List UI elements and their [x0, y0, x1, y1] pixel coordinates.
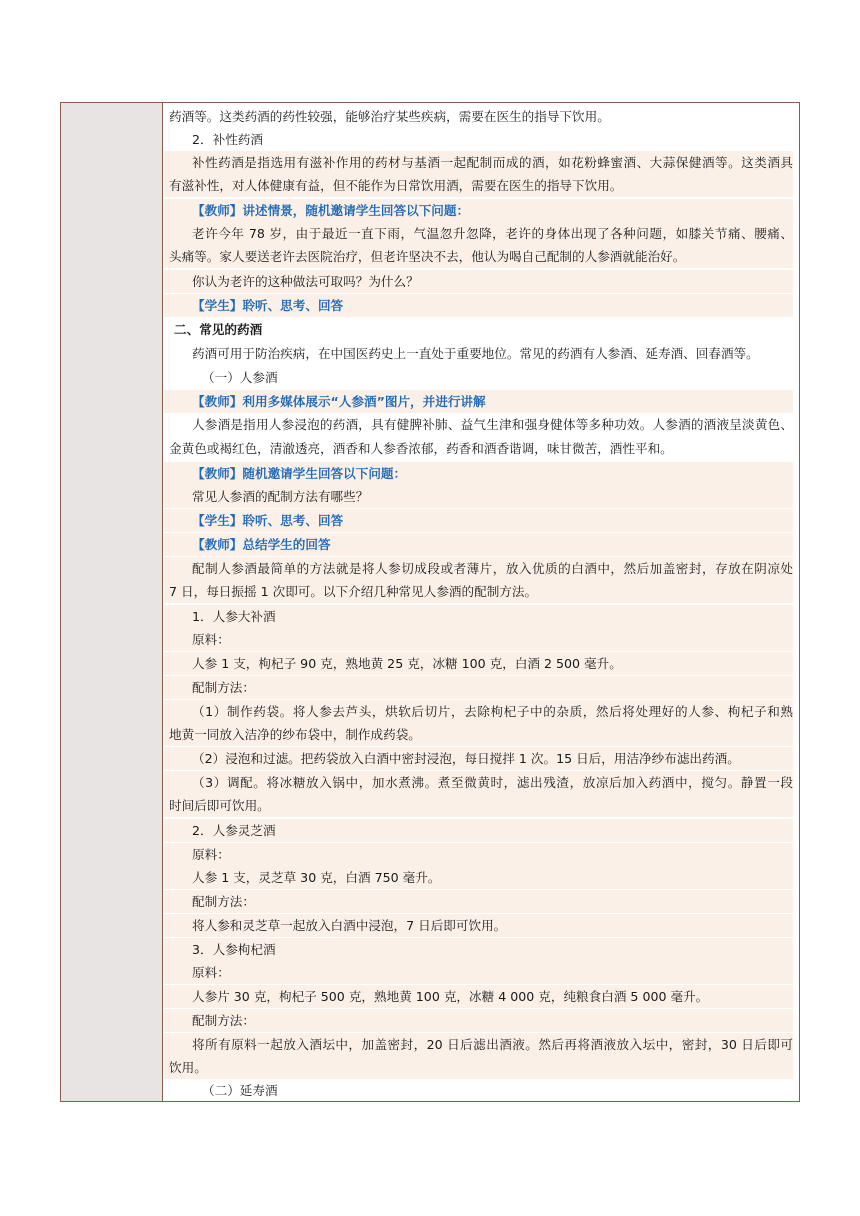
- teacher-prompt: 【教师】利用多媒体展示“人参酒”图片，并进行讲解: [164, 390, 793, 413]
- text-line: 人参 1 支，灵芝草 30 克，白酒 750 毫升。: [164, 866, 793, 889]
- text-line: 有滋补性，对人体健康有益，但不能作为日常饮用酒，需要在医生的指导下饮用。: [164, 174, 793, 197]
- text-line: 时间后即可饮用。: [164, 794, 793, 817]
- section-subheading: （一）人参酒: [202, 370, 278, 385]
- text-line: 你认为老许的这种做法可取吗？为什么？: [164, 270, 793, 293]
- student-prompt: 【学生】聆听、思考、回答: [164, 509, 793, 532]
- text-line: 老许今年 78 岁，由于最近一直下雨，气温忽升忽降，老许的身体出现了各种问题，如膝关节痛、腰痛、: [164, 222, 793, 245]
- text-line: （2）浸泡和过滤。把药袋放入白酒中密封浸泡，每日搅拌 1 次。15 日后，用洁净纱布滤出药酒。: [164, 747, 793, 770]
- recipe-title: 1．人参大补酒: [164, 605, 793, 628]
- section-subheading: 2．补性药酒: [192, 132, 263, 147]
- text-line: 配制方法：: [164, 1009, 793, 1032]
- section-heading: 二、常见的药酒: [174, 322, 263, 337]
- text-line: 配制方法：: [164, 890, 793, 913]
- teacher-prompt: 【教师】讲述情景，随机邀请学生回答以下问题：: [164, 199, 793, 222]
- section-subheading: （二）延寿酒: [202, 1083, 278, 1098]
- text-line: （3）调配。将冰糖放入锅中，加水煮沸。煮至微黄时，滤出残渣，放凉后加入药酒中，搅匀。静置一段: [164, 771, 793, 794]
- text-line: 配制人参酒最简单的方法就是将人参切成段或者薄片，放入优质的白酒中，然后加盖密封，存放在阴凉处: [164, 557, 793, 580]
- text-line: （1）制作药袋。将人参去芦头，烘软后切片，去除枸杞子中的杂质，然后将处理好的人参、枸杞子和熟: [164, 700, 793, 723]
- recipe-title: 2．人参灵芝酒: [164, 819, 793, 842]
- text-line: 将人参和灵芝草一起放入白酒中浸泡，7 日后即可饮用。: [164, 914, 793, 937]
- text-line: 人参酒是指用人参浸泡的药酒，具有健脾补肺、益气生津和强身健体等多种功效。人参酒的酒液呈淡黄色、: [192, 417, 793, 432]
- text-line: 原料：: [164, 628, 793, 651]
- text-line: 原料：: [164, 843, 793, 866]
- text-line: 补性药酒是指选用有滋补作用的药材与基酒一起配制而成的酒，如花粉蜂蜜酒、大蒜保健酒等。这类酒具: [164, 151, 793, 174]
- teacher-prompt: 【教师】总结学生的回答: [164, 533, 793, 556]
- text-line: 药酒可用于防治疾病，在中国医药史上一直处于重要地位。常见的药酒有人参酒、延寿酒、回春酒等。: [192, 346, 759, 361]
- text-line: 饮用。: [164, 1056, 793, 1079]
- table-right-column: [164, 103, 799, 1101]
- text-line: 7 日，每日振摇 1 次即可。以下介绍几种常见人参酒的配制方法。: [164, 580, 793, 603]
- text-line: 原料：: [164, 961, 793, 984]
- text-line: 人参片 30 克，枸杞子 500 克，熟地黄 100 克，冰糖 4 000 克，纯粮食白酒 5 000 毫升。: [164, 985, 793, 1008]
- text-line: 金黄色或褐红色，清澈透亮，酒香和人参香浓郁，药香和酒香谐调，味甘微苦，酒性平和。: [169, 441, 673, 456]
- text-line: 将所有原料一起放入酒坛中，加盖密封，20 日后滤出酒液。然后再将酒液放入坛中，密封，30 日后即可: [164, 1033, 793, 1056]
- text-line: 人参 1 支，枸杞子 90 克，熟地黄 25 克，冰糖 100 克，白酒 2 500 毫升。: [164, 652, 793, 675]
- content-table: [60, 102, 800, 1102]
- text-line: 药酒等。这类药酒的药性较强，能够治疗某些疾病，需要在医生的指导下饮用。: [169, 109, 610, 124]
- text-line: 头痛等。家人要送老许去医院治疗，但老许坚决不去，他认为喝自己配制的人参酒就能治好。: [164, 245, 793, 268]
- student-prompt: 【学生】聆听、思考、回答: [164, 294, 793, 317]
- text-line: 地黄一同放入洁净的纱布袋中，制作成药袋。: [164, 723, 793, 746]
- text-line: 配制方法：: [164, 676, 793, 699]
- teacher-prompt: 【教师】随机邀请学生回答以下问题：: [164, 462, 793, 485]
- recipe-title: 3．人参枸杞酒: [164, 938, 793, 961]
- text-line: 常见人参酒的配制方法有哪些？: [164, 485, 793, 508]
- table-left-column: [61, 103, 163, 1101]
